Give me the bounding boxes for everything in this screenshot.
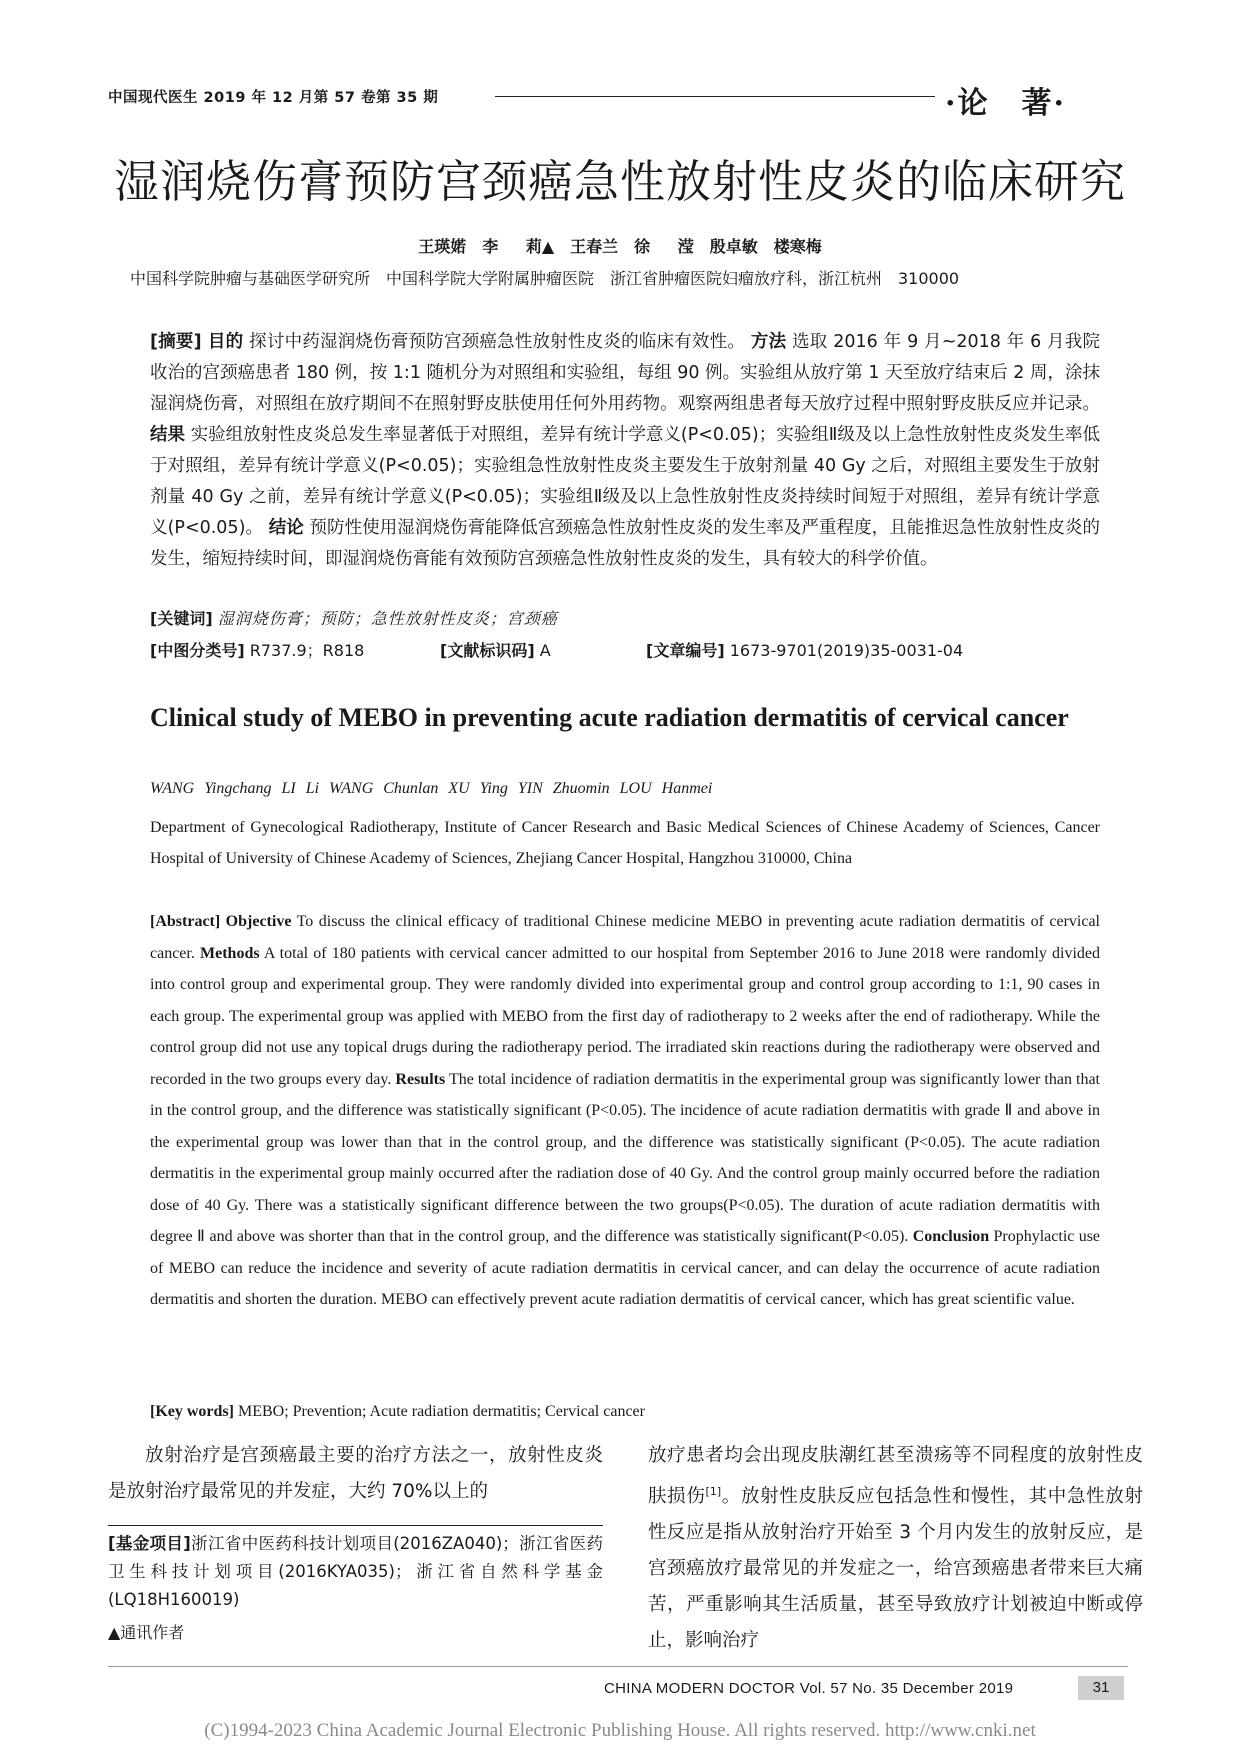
copyright-notice: (C)1994-2023 China Academic Journal Electronic Publishing House. All rights reserved. http://www.cnki.net [204, 1720, 1036, 1741]
abstract-en-label: [Abstract] Objective [150, 913, 292, 930]
abstract-en-conclusion: Prophylactic use of MEBO can reduce the incidence and severity of acute radiation dermatitis in cervical cancer, and can delay the occurrence of acute radiation dermatitis and shorten the duration. MEBO can effectively prevent acute radiation dermatitis of cervical cancer, which has great scientific value. [150, 1228, 1101, 1308]
keywords-cn-value: 湿润烧伤膏；预防；急性放射性皮炎；宫颈癌 [217, 609, 558, 628]
abstract-cn-conclusion: 预防性使用湿润烧伤膏能降低宫颈癌急性放射性皮炎的发生率及严重程度，且能推迟急性放射性皮炎的发生，缩短持续时间，即湿润烧伤膏能有效预防宫颈癌急性放射性皮炎的发生，具有较大的科学价值。 [150, 518, 1100, 569]
journal-header: 中国现代医生 2019 年 12 月第 57 卷第 35 期 [108, 90, 439, 106]
section-label: ·论 著· [945, 86, 1066, 121]
abstract-en-conclusion-label: Conclusion [912, 1228, 990, 1245]
header-rule [495, 96, 935, 97]
title-chinese: 湿润烧伤膏预防宫颈癌急性放射性皮炎的临床研究 [113, 155, 1126, 208]
abstract-cn-label: [摘要] 目的 [150, 332, 244, 352]
authors-chinese: 王瑛婼 李 莉▲ 王春兰 徐 滢 殷卓敏 楼寒梅 [418, 237, 822, 256]
funding-note [108, 1530, 603, 1614]
footer-rule [108, 1666, 1128, 1667]
affiliation-english: Department of Gynecological Radiotherapy, Institute of Cancer Research and Basic Medical Sciences of Chinese Academy of Sciences, Cancer Hospital of University of Chinese Academy of Sciences, Zhejiang Cancer Hospital, Hangzhou 310000, China [150, 819, 1100, 867]
keywords-chinese [150, 606, 558, 629]
corresponding-author-note: ▲通讯作者 [108, 1623, 185, 1642]
abstract-en-results: The total incidence of radiation dermatitis in the experimental group was significantly lower than that in the control group, and the difference was statistically significant (P<0.05). The incidence of acute radiation dermatitis with grade Ⅱ and above in the experimental group was lower than that in the control group, and the difference was statistically significant (P<0.05). The acute radiation dermatitis in the experimental group mainly occurred after the radiation dose of 40 Gy. And the control group mainly occurred before the radiation dose of 40 Gy. There was a statistically significant difference between the two groups(P<0.05). The duration of acute radiation dermatitis with degree Ⅱ and above was shorter than that in the control group, and the difference was statistically significant(P<0.05). [150, 1070, 1101, 1245]
body-right-text-2: 。放射性皮肤反应包括急性和慢性，其中急性放射性反应是指从放射治疗开始至 3 个月内发生的放射反应，是宫颈癌放疗最常见的并发症之一，给宫颈癌患者带来巨大痛苦，严重影响其生活质量，甚至导致放疗计划被迫中断或停止，影响治疗 [648, 1486, 1143, 1652]
footnote-rule [108, 1525, 603, 1526]
abstract-chinese [150, 327, 1100, 575]
doc-code [440, 638, 551, 661]
page-number: 31 [1078, 1676, 1124, 1700]
abstract-en-objective: To discuss the clinical efficacy of traditional Chinese medicine MEBO in preventing acute radiation dermatitis of cervical cancer. [150, 913, 1101, 962]
clc-label: [中图分类号] [150, 641, 245, 660]
article-label: [文章编号] [646, 641, 725, 660]
abstract-cn-methods-label: 方法 [750, 332, 787, 352]
keywords-en-value: MEBO; Prevention; Acute radiation dermatitis; Cervical cancer [237, 1403, 645, 1420]
clc-number [150, 638, 364, 661]
clc-value: R737.9；R818 [249, 641, 365, 660]
keywords-english [150, 1403, 645, 1421]
abstract-en-methods: A total of 180 patients with cervical cancer admitted to our hospital from September 2016 to June 2018 were randomly divided into control group and experimental group. They were randomly divided into experimental group and control group according to 1:1, 90 cases in each group. The experimental group was applied with MEBO from the first day of radiotherapy to 2 weeks after the end of radiotherapy. While the control group did not use any topical drugs during the radiotherapy period. The irradiated skin reactions during the radiotherapy were observed and recorded in the two groups every day. [150, 944, 1101, 1088]
keywords-cn-label: [关键词] [150, 609, 213, 628]
funding-label: [基金项目] [108, 1534, 191, 1553]
affiliation-chinese: 中国科学院肿瘤与基础医学研究所 中国科学院大学附属肿瘤医院 浙江省肿瘤医院妇瘤放疗科，浙江杭州 310000 [130, 269, 960, 288]
funding-text: 浙江省中医药科技计划项目(2016ZA040)；浙江省医药卫生科技计划项目(2016KYA035)；浙江省自然科学基金(LQ18H160019) [108, 1534, 603, 1609]
article-value: 1673-9701(2019)35-0031-04 [729, 641, 964, 660]
doc-label: [文献标识码] [440, 641, 535, 660]
abstract-en-results-label: Results [395, 1070, 446, 1088]
abstract-english [150, 906, 1100, 1316]
footer-journal-info: CHINA MODERN DOCTOR Vol. 57 No. 35 December 2019 [604, 1680, 1014, 1697]
title-english: Clinical study of MEBO in preventing acute radiation dermatitis of cervical cancer [150, 703, 1069, 732]
abstract-cn-methods: 选取 2016 年 9 月~2018 年 6 月我院收治的宫颈癌患者 180 例，按 1:1 随机分为对照组和实验组，每组 90 例。实验组从放疗第 1 天至放疗结束后 2 周，涂抹湿润烧伤膏，对照组在放疗期间不在照射野皮肤使用任何外用药物。观察两组患者每天放疗过程中照射野皮肤反应并记录。 [150, 332, 1100, 414]
abstract-cn-conclusion-label: 结论 [268, 518, 304, 538]
body-left-column: 放射治疗是宫颈癌最主要的治疗方法之一，放射性皮炎是放射治疗最常见的并发症，大约 70%以上的 [108, 1445, 603, 1502]
reference-mark[interactable]: [1] [705, 1485, 722, 1498]
body-right-column [648, 1438, 1143, 1659]
body-right-text-1: 放疗患者均会出现皮肤潮红甚至溃疡等不同程度的放射性皮肤损伤 [648, 1445, 1143, 1508]
abstract-cn-results-label: 结果 [150, 425, 186, 445]
abstract-en-methods-label: Methods [200, 944, 260, 962]
authors-english: WANG Yingchang LI Li WANG Chunlan XU Ying YIN Zhuomin LOU Hanmei [150, 780, 713, 797]
article-number [646, 638, 963, 661]
abstract-cn-results: 实验组放射性皮炎总发生率显著低于对照组，差异有统计学意义(P<0.05)；实验组Ⅱ级及以上急性放射性皮炎发生率低于对照组，差异有统计学意义(P<0.05)；实验组急性放射性皮炎主要发生于放射剂量 40 Gy 之后，对照组主要发生于放射剂量 40 Gy 之前，差异有统计学意义(P<0.05)；实验组Ⅱ级及以上急性放射性皮炎持续时间短于对照组，差异有统计学意义(P<0.05)。 [150, 425, 1100, 538]
doc-value: A [539, 641, 551, 660]
abstract-cn-objective: 探讨中药湿润烧伤膏预防宫颈癌急性放射性皮炎的临床有效性。 [249, 332, 746, 352]
keywords-en-label: [Key words] [150, 1403, 234, 1420]
